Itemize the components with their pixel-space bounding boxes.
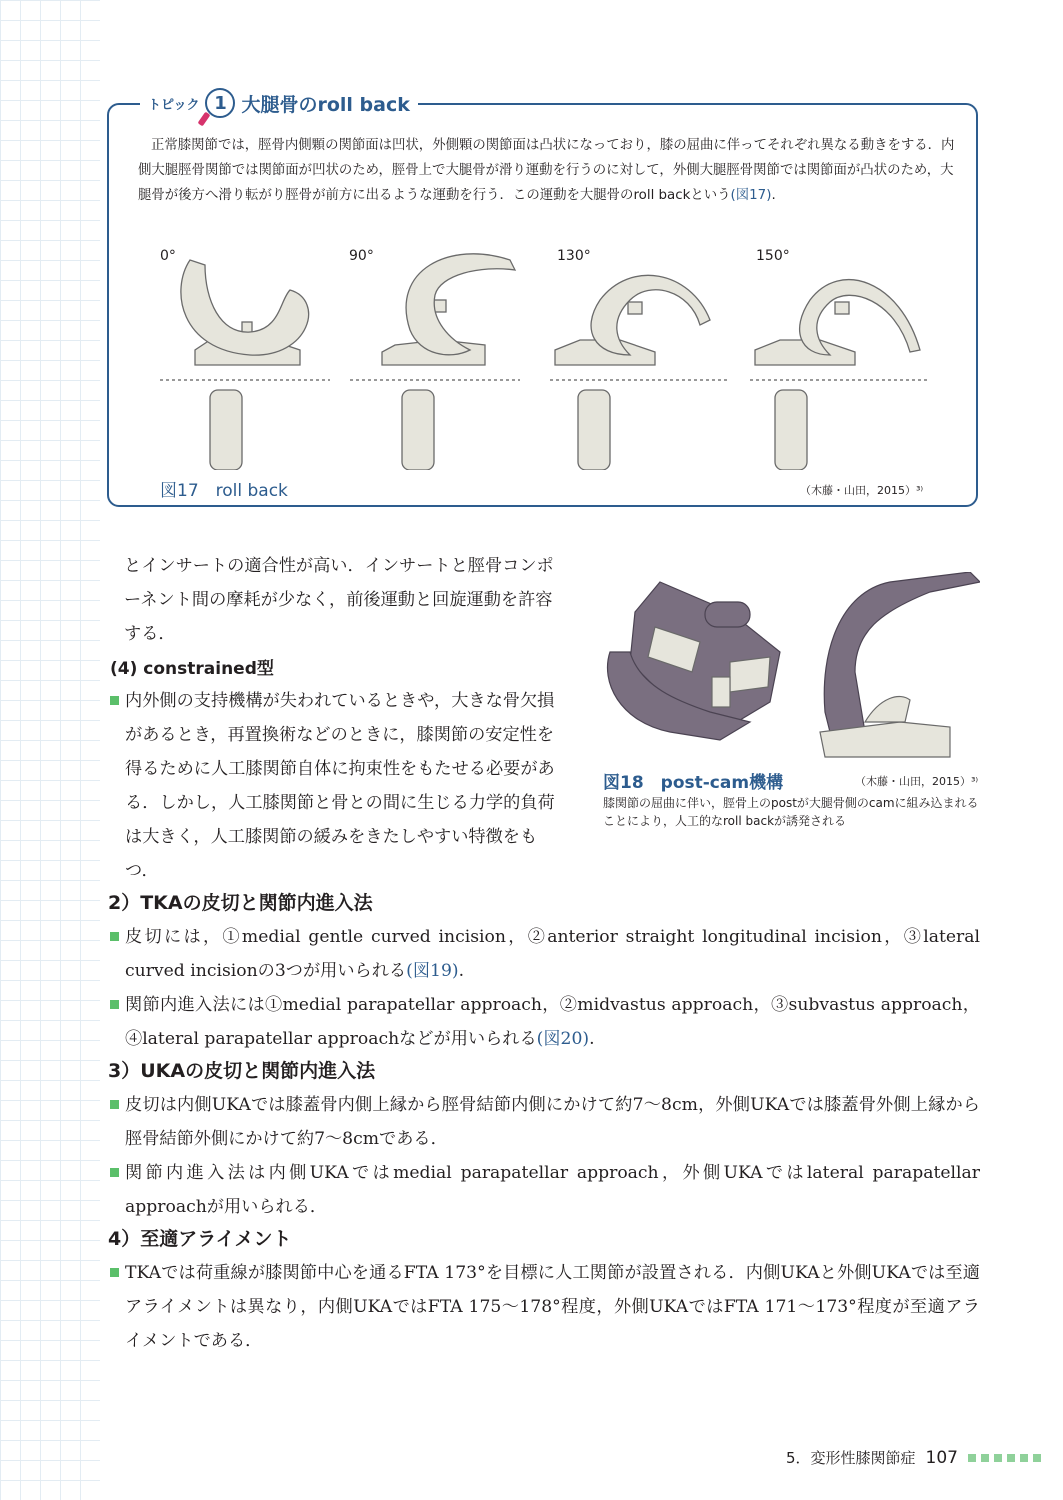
bullet-square-icon: [110, 1000, 119, 1009]
bullet-square-icon: [110, 1168, 119, 1177]
figure-17-caption: 図17 roll back: [160, 481, 288, 501]
topic-header: [140, 86, 418, 120]
bullet-constrained-text: 内外側の支持機構が失われているときや，大きな骨欠損があるとき，再置換術などのときに，膝関節の安定性を得るために人工膝関節自体に拘束性をもたせる必要がある．しかし，人工膝関節と骨との間に生じる力学的負荷は大きく，人工膝関節の緩みをきたしやすい特徴をもつ．: [125, 691, 555, 881]
section-heading-uka: 3）UKAの皮切と関節内進入法: [108, 1060, 376, 1082]
paragraph-continued: とインサートの適合性が高い．インサートと脛骨コンポーネント間の摩耗が少なく，前後運動と回旋運動を許容する．: [124, 556, 554, 644]
footer-decoration: [968, 1454, 1041, 1462]
knee-implant-0deg: [181, 260, 309, 470]
topic-text: [138, 133, 956, 208]
topic-text-end: .: [771, 188, 776, 203]
footer-chapter: 5．変形性膝関節症: [786, 1449, 916, 1467]
figure-18-post-cam-diagram: [600, 572, 980, 767]
bullet-alignment-text: TKAでは荷重線が膝関節中心を通るFTA 173°を目標に人工関節が設置される．内側UKAと外側UKAでは至適アライメントは異なり，内側UKAではFTA 175〜178°程度，外側UKAではFTA 171〜173°程度が至適アライメントである．: [125, 1263, 980, 1351]
bullet-tka-incision-text: 皮切には，①medial gentle curved incision，②anterior straight longitudinal incision，③lateral curved incisionの3つが用いられる: [125, 927, 980, 981]
figure-18-source: （木藤・山田，2015）³⁾: [855, 775, 979, 788]
bullet-uka-approach-text: 関節内進入法は内側UKAではmedial parapatellar approach，外側UKAではlateral parapatellar approachが用いられる．: [125, 1163, 980, 1217]
figure-18-caption: 図18 post-cam機構: [603, 773, 784, 793]
topic-text-body: 正常膝関節では，脛骨内側顆の関節面は凹状，外側顆の関節面は凸状になっており，膝の屈曲に伴ってそれぞれ異なる動きをする．内側大腿脛骨関節では関節面が凹状のため，脛骨上で大腿骨が滑り運動を行うのに対して，外側大腿脛骨関節では関節面が凸状のため，大腿骨が後方へ滑り転がり脛骨が前方に出るような運動を行う．この運動を大腿骨のroll backという: [138, 138, 955, 203]
knee-implant-90deg: [382, 254, 515, 470]
angle-label-0: 0°: [160, 248, 176, 264]
bullet-tka-incision: 皮切には，①medial gentle curved incision，②anterior straight longitudinal incision，③lateral curved incisionの3つが用いられる(図19).: [110, 920, 980, 988]
bullet-square-icon: [110, 1268, 119, 1277]
bullet-square-icon: [110, 932, 119, 941]
bullet-uka-approach: [110, 1156, 980, 1224]
figure-ref-19[interactable]: (図19): [406, 961, 459, 981]
page-footer: [786, 1447, 1041, 1468]
bullet-uka-incision: [110, 1088, 980, 1156]
figure-ref-20[interactable]: (図20): [536, 1029, 590, 1049]
bullet-constrained: [110, 684, 565, 888]
constrained-heading: (4) constrained型: [110, 659, 274, 679]
knee-implant-130deg: [555, 275, 710, 470]
figure-18-description: 膝関節の屈曲に伴い，脛骨上のpostが大腿骨側のcamに組み込まれることにより，人工的なroll backが誘発される: [603, 796, 979, 828]
bullet-alignment: [110, 1256, 980, 1358]
angle-label-90: 90°: [349, 248, 374, 264]
section-heading-tka: 2）TKAの皮切と関節内進入法: [108, 892, 373, 914]
bullet-square-icon: [110, 1100, 119, 1109]
topic-number-badge: [205, 88, 235, 118]
topic-title: 大腿骨のroll back: [241, 93, 410, 116]
angle-label-150: 150°: [756, 248, 790, 264]
topic-tag: トピック: [148, 97, 200, 113]
figure-17-rollback-diagram: [150, 240, 940, 470]
angle-label-130: 130°: [557, 248, 591, 264]
figure-ref-17[interactable]: (図17): [730, 188, 772, 203]
topic-number: 1: [214, 92, 227, 114]
page-number: 107: [925, 1447, 958, 1468]
bullet-tka-approach-text: 関節内進入法には①medial parapatellar approach，②midvastus approach，③subvastus approach，④lateral parapatellar approachなどが用いられる: [125, 995, 980, 1049]
figure-17-source: （木藤・山田，2015）³⁾: [800, 484, 924, 497]
bullet-uka-incision-text: 皮切は内側UKAでは膝蓋骨内側上縁から脛骨結節内側にかけて約7〜8cm，外側UKAでは膝蓋骨外側上縁から脛骨結節外側にかけて約7〜8cmである．: [125, 1095, 980, 1149]
knee-implant-150deg: [755, 280, 920, 470]
bullet-square-icon: [110, 696, 119, 705]
bullet-tka-approach: 関節内進入法には①medial parapatellar approach，②midvastus approach，③subvastus approach，④lateral parapatellar approachなどが用いられる(図20).: [110, 988, 980, 1056]
section-heading-alignment: 4）至適アライメント: [108, 1228, 292, 1250]
